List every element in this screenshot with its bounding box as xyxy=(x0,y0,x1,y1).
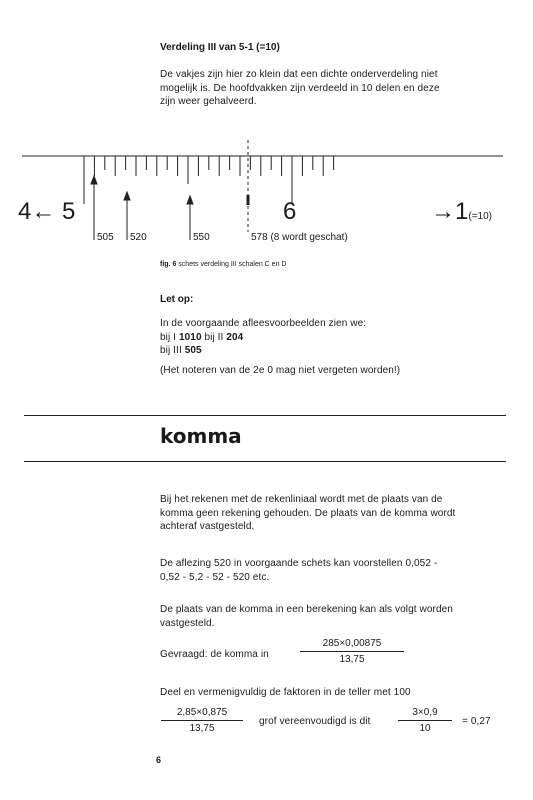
fraction-2: 2,85×0,875 13,75 xyxy=(161,707,243,734)
section-paragraph: De vakjes zijn hier zo klein dat een dichte onderverdeling niet mogelijk is. De hoofdvakken zijn verdeeld in 10 delen en deze zijn weer gehalveerd. xyxy=(160,69,440,107)
scale-right-label: →1(=10) xyxy=(431,198,492,225)
reading-520: 520 xyxy=(130,232,147,243)
figure-caption: fig. 6 schets verdeling III schalen C en D xyxy=(160,261,287,268)
scale-left-label: 4← 5 xyxy=(18,198,76,225)
komma-paragraph-3: De plaats van de komma in een berekening kan als volgt worden vastgesteld. xyxy=(160,604,453,629)
fraction-1: 285×0,00875 13,75 xyxy=(300,638,404,665)
letop-title: Let op: xyxy=(160,294,194,305)
komma-paragraph-1: Bij het rekenen met de rekenliniaal wordt met de plaats van de komma geen rekening gehouden. De plaats van de komma wordt achteraf vastgesteld. xyxy=(160,494,456,532)
reading-arrows xyxy=(91,176,193,240)
letop-body: In de voorgaande afleesvoorbeelden zien we: bij I 1010 bij II 204 bij III 505 (Het noteren van de 2e 0 mag niet vergeten worden!) xyxy=(160,318,401,376)
divider-top xyxy=(24,415,506,416)
deel-line: Deel en vermenigvuldig de faktoren in de teller met 100 xyxy=(160,687,411,698)
result: = 0,27 xyxy=(462,716,491,727)
fraction-3: 3×0,9 10 xyxy=(398,707,452,734)
scale-mid-number: 6 xyxy=(283,198,297,225)
scale-ticks xyxy=(84,156,334,204)
grof-text: grof vereenvoudigd is dit xyxy=(259,716,371,727)
section-heading: Verdeling III van 5-1 (=10) xyxy=(160,42,280,53)
komma-paragraph-2: De aflezing 520 in voorgaande schets kan voorstellen 0,052 - 0,52 - 5,2 - 52 - 520 etc. xyxy=(160,558,438,583)
reading-550: 550 xyxy=(193,232,210,243)
page-number: 6 xyxy=(156,755,162,765)
reading-505: 505 xyxy=(97,232,114,243)
reading-578: 578 (8 wordt geschat) xyxy=(251,232,348,243)
divider-bottom xyxy=(24,461,506,462)
gevraagd-label: Gevraagd: de komma in xyxy=(160,649,269,660)
komma-title: komma xyxy=(160,424,242,448)
